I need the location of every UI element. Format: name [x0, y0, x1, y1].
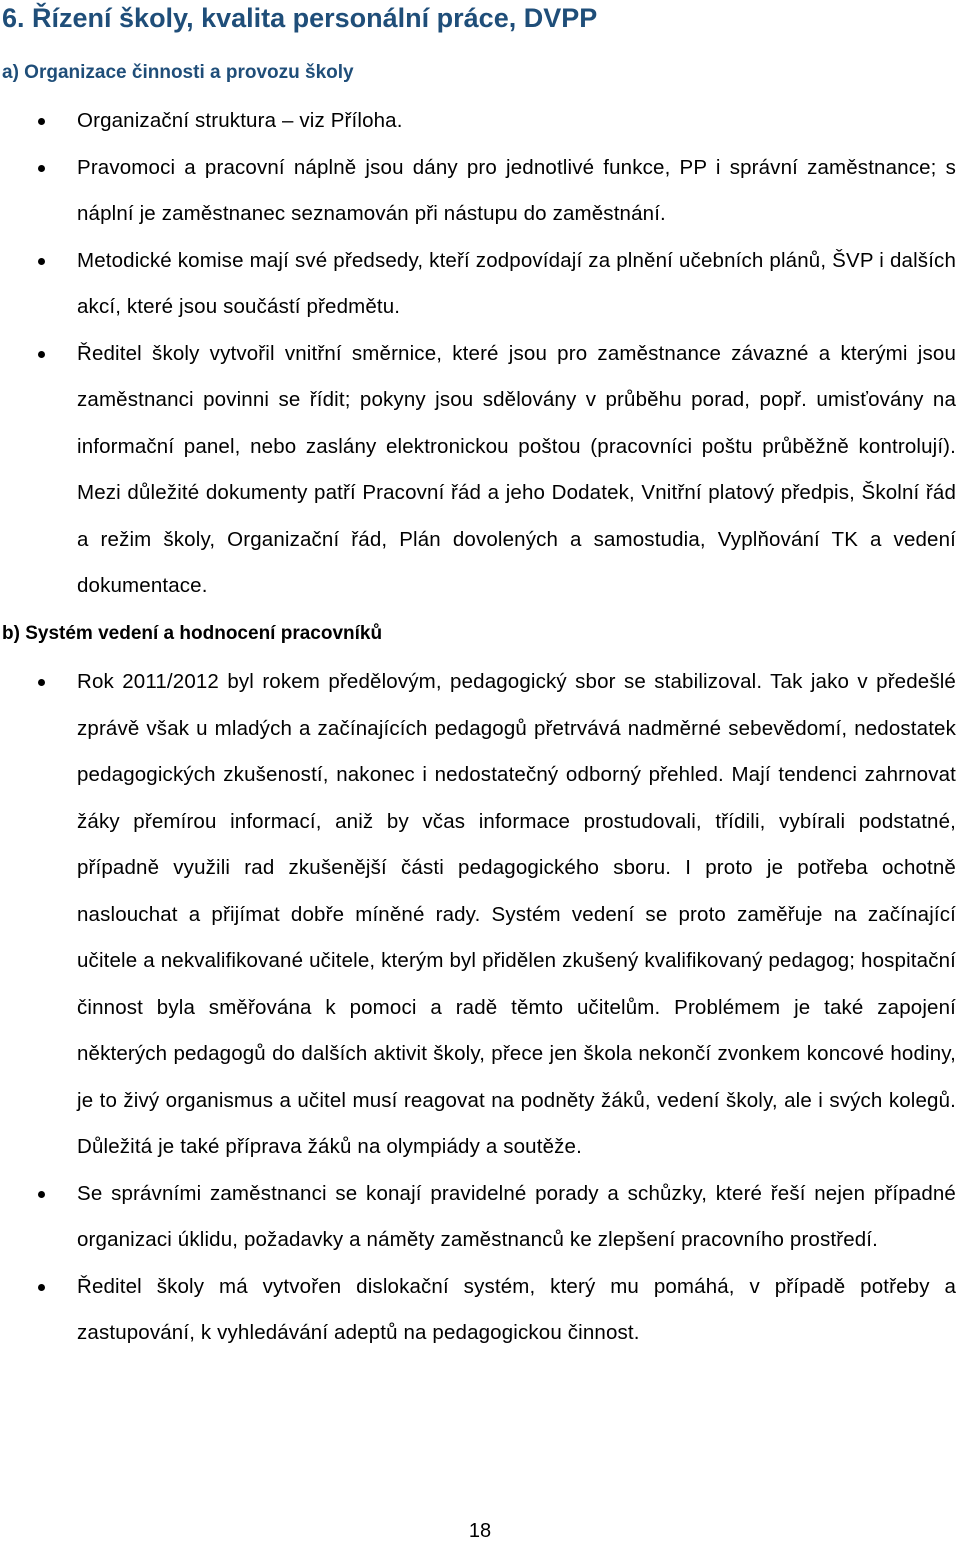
- page-number: 18: [468, 1520, 492, 1542]
- organization-bullet-list: [0, 98, 960, 610]
- chapter-title: 6. Řízení školy, kvalita personální práce, DVPP: [2, 3, 598, 33]
- section-heading-organization: a) Organizace činnosti a provozu školy: [2, 62, 354, 83]
- management-bullet-list: [0, 659, 960, 1357]
- list-item: Pravomoci a pracovní náplně jsou dány pro jednotlivé funkce, PP i správní zaměstnance; s náplní je zaměstnanec seznamován při nástupu do zaměstnání.: [0, 145, 960, 238]
- list-item: Metodické komise mají své předsedy, kteří zodpovídají za plnění učebních plánů, ŠVP i dalších akcí, které jsou součástí předmětu.: [0, 238, 960, 331]
- list-item: Organizační struktura – viz Příloha.: [0, 98, 960, 145]
- list-item: Se správními zaměstnanci se konají pravidelné porady a schůzky, které řeší nejen případné organizaci úklidu, požadavky a náměty zaměstnanců ke zlepšení pracovního prostředí.: [0, 1171, 960, 1264]
- section-heading-management: b) Systém vedení a hodnocení pracovníků: [2, 623, 383, 644]
- list-item: Ředitel školy má vytvořen dislokační systém, který mu pomáhá, v případě potřeby a zastupování, k vyhledávání adeptů na pedagogickou činnost.: [0, 1264, 960, 1357]
- list-item: Ředitel školy vytvořil vnitřní směrnice, které jsou pro zaměstnance závazné a kterými jsou zaměstnanci povinni se řídit; pokyny jsou sdělovány v průběhu porad, popř. umisťovány na informační panel, nebo zaslány elektronickou poštou (pracovníci poštu průběžně kontrolují). Mezi důležité dokumenty patří Pracovní řád a jeho Dodatek, Vnitřní platový předpis, Školní řád a režim školy, Organizační řád, Plán dovolených a samostudia, Vyplňování TK a vedení dokumentace.: [0, 331, 960, 610]
- list-item: Rok 2011/2012 byl rokem předělovým, pedagogický sbor se stabilizoval. Tak jako v předešlé zprávě však u mladých a začínajících pedagogů přetrvává nadměrné sebevědomí, nedostatek pedagogických zkušeností, nakonec i nedostatečný odborný přehled. Mají tendenci zahrnovat žáky přemírou informací, aniž by včas informace prostudovali, třídili, vybírali podstatné, případně využili rad zkušenější části pedagogického sboru. I proto je potřeba ochotně naslouchat a přijímat dobře míněné rady. Systém vedení se proto zaměřuje na začínající učitele a nekvalifikované učitele, kterým byl přidělen zkušený kvalifikovaný pedagog; hospitační činnost byla směřována k pomoci a radě těmto učitelům. Problémem je také zapojení některých pedagogů do dalších aktivit školy, přece jen škola nekončí zvonkem koncové hodiny, je to živý organismus a učitel musí reagovat na podněty žáků, vedení školy, ale i svých kolegů. Důležitá je také příprava žáků na olympiády a soutěže.: [0, 659, 960, 1171]
